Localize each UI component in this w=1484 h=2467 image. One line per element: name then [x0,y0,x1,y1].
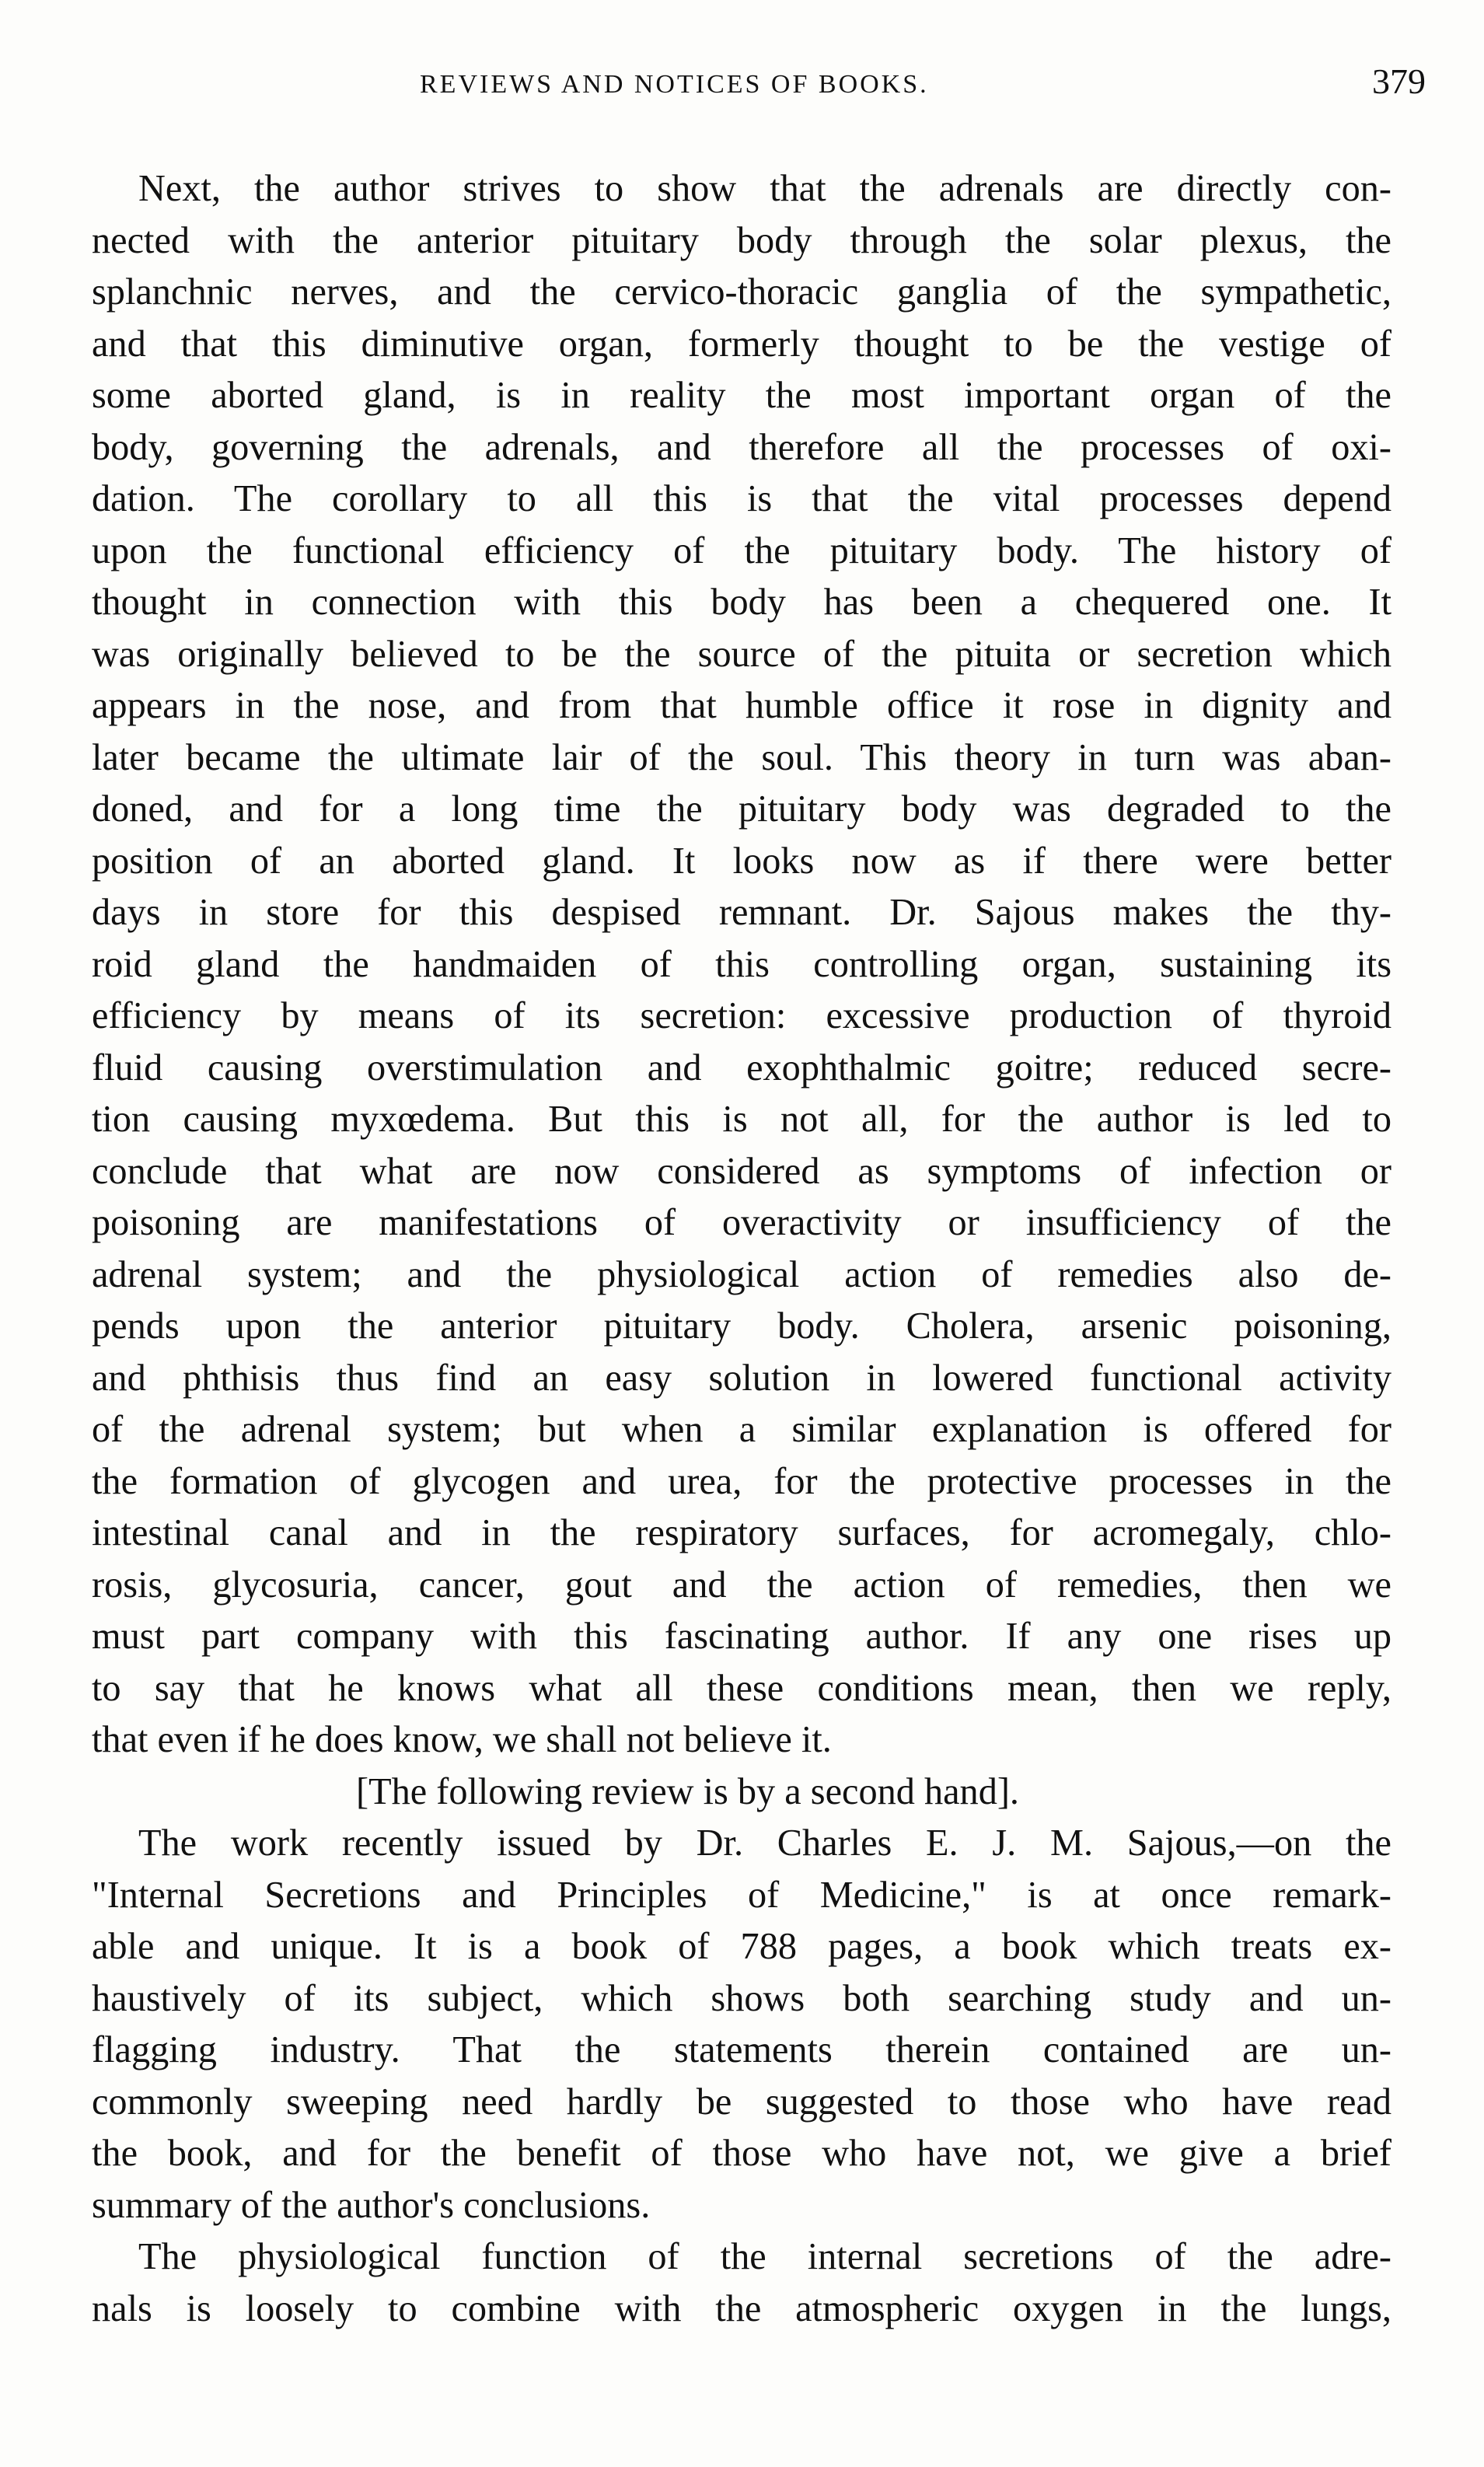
text-line: thought in connection with this body has been a chequered one. It [92,582,1391,623]
text-line: some aborted gland, is in reality the most important organ of the [92,375,1391,416]
page-number: 379 [1372,61,1426,101]
text-line: the book, and for the benefit of those who have not, we give a brief [92,2133,1391,2174]
text-line: and phthisis thus find an easy solution in lowered functional activity [92,1357,1391,1399]
text-line: adrenal system; and the physiological action of remedies also de- [92,1253,1391,1295]
paragraph-3 [92,2231,1391,2335]
text-line: "Internal Secretions and Principles of Medicine," is at once remark- [92,1874,1391,1916]
text-line: flagging industry. That the statements therein contained are un- [92,2029,1391,2070]
text-line: commonly sweeping need hardly be suggested to those who have read [92,2081,1391,2123]
text-line: the formation of glycogen and urea, for the protective processes in the [92,1460,1391,1502]
text-line: poisoning are manifestations of overactivity or insufficiency of the [92,1202,1391,1243]
text-line: Next, the author strives to show that the adrenals are directly con- [138,168,1391,209]
text-line: later became the ultimate lair of the soul. This theory in turn was aban- [92,736,1391,778]
text-line: haustively of its subject, which shows both searching study and un- [92,1977,1391,2019]
paragraph-1 [92,163,1391,1766]
text-line: summary of the author's conclusions. [92,2184,651,2226]
text-line: that even if he does know, we shall not believe it. [92,1719,832,1760]
text-line: doned, and for a long time the pituitary body was degraded to the [92,788,1391,830]
text-line: conclude that what are now considered as symptoms of infection or [92,1150,1391,1192]
text-line: body, governing the adrenals, and therefore all the processes of oxi- [92,426,1391,468]
text-line: was originally believed to be the source of the pituita or secretion which [92,633,1391,675]
running-title: REVIEWS AND NOTICES OF BOOKS. [420,70,929,99]
text-line: roid gland the handmaiden of this controlling organ, sustaining its [92,943,1391,985]
text-line: fluid causing overstimulation and exophthalmic goitre; reduced secre- [92,1047,1391,1088]
text-line: nals is loosely to combine with the atmospheric oxygen in the lungs, [92,2287,1391,2329]
text-line: upon the functional efficiency of the pituitary body. The history of [92,529,1391,571]
text-line: The work recently issued by Dr. Charles E. J. M. Sajous,—on the [138,1822,1391,1864]
text-line: to say that he knows what all these conditions mean, then we reply, [92,1667,1391,1709]
text-line: of the adrenal system; but when a similar explanation is offered for [92,1409,1391,1450]
page-header [93,47,1430,117]
text-line: appears in the nose, and from that humble office it rose in dignity and [92,685,1391,726]
text-line: tion causing myxœdema. But this is not all, for the author is led to [92,1099,1391,1140]
text-line: and that this diminutive organ, formerly thought to be the vestige of [92,323,1391,365]
text-line: able and unique. It is a book of 788 pages, a book which treats ex- [92,1926,1391,1967]
text-line: position of an aborted gland. It looks now as if there were better [92,840,1391,882]
text-line: dation. The corollary to all this is that the vital processes depend [92,478,1391,519]
text-line: rosis, glycosuria, cancer, gout and the action of remedies, then we [92,1564,1391,1606]
text-line: efficiency by means of its secretion: excessive production of thyroid [92,995,1391,1036]
paragraph-2 [92,1818,1391,2231]
text-line: pends upon the anterior pituitary body. Cholera, arsenic poisoning, [92,1305,1391,1347]
text-line: nected with the anterior pituitary body through the solar plexus, the [92,219,1391,261]
text-line: must part company with this fascinating author. If any one rises up [92,1616,1391,1657]
second-hand-note: [The following review is by a second hand]. [356,1770,1020,1812]
text-line: intestinal canal and in the respiratory surfaces, for acromegaly, chlo- [92,1512,1391,1553]
body-text [92,163,1391,2335]
text-line: splanchnic nerves, and the cervico-thoracic ganglia of the sympathetic, [92,271,1391,313]
text-line: The physiological function of the internal secretions of the adre- [138,2236,1391,2277]
text-line: days in store for this despised remnant. Dr. Sajous makes the thy- [92,892,1391,933]
